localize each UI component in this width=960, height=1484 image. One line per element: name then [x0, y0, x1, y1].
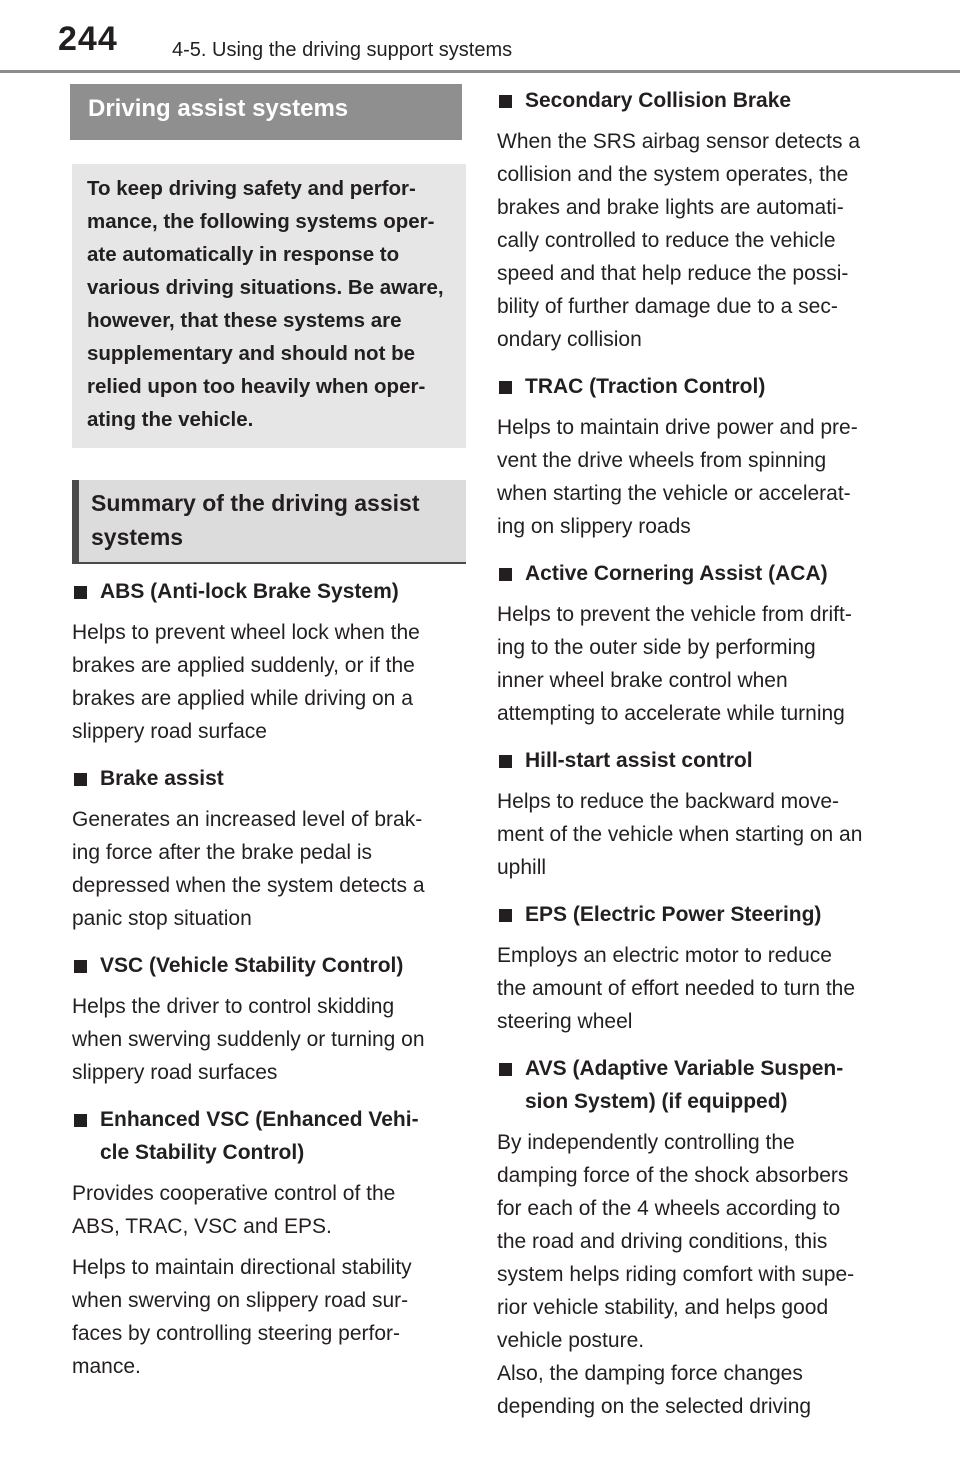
- section-heading-text: Summary of the driving assist systems: [91, 490, 420, 550]
- item-secondary-collision-brake: [497, 84, 897, 356]
- square-bullet-icon: [74, 960, 87, 973]
- square-bullet-icon: [499, 1063, 512, 1076]
- item-description: Generates an increased level of brak- ing force after the brake pedal is depressed when the system detects a panic stop situation: [72, 808, 425, 930]
- item-description: Helps to maintain drive power and pre- vent the drive wheels from spinning when starting the vehicle or accelerat- ing on slippery roads: [497, 416, 858, 538]
- intro-box: [72, 164, 466, 448]
- item-heading: Hill-start assist control: [497, 744, 897, 777]
- item-description: Employs an electric motor to reduce the amount of effort needed to turn the steering wheel: [497, 944, 856, 1033]
- item-heading: Secondary Collision Brake: [497, 84, 897, 117]
- square-bullet-icon: [499, 755, 512, 768]
- item-description: Helps to maintain directional stability when swerving on slippery road sur- faces by controlling steering perfor- mance.: [72, 1256, 412, 1378]
- item-eps: [497, 898, 897, 1038]
- square-bullet-icon: [74, 773, 87, 786]
- square-bullet-icon: [499, 95, 512, 108]
- square-bullet-icon: [499, 381, 512, 394]
- page-header: [0, 0, 960, 76]
- item-heading: Active Cornering Assist (ACA): [497, 557, 897, 590]
- item-abs: [72, 575, 466, 748]
- item-heading: ABS (Anti-lock Brake System): [72, 575, 466, 608]
- item-brake-assist: [72, 762, 466, 935]
- item-heading: Brake assist: [72, 762, 466, 795]
- left-column: [72, 84, 466, 1383]
- item-description: When the SRS airbag sensor detects a collision and the system operates, the brakes and brake lights are automati- cally controlled to reduce the vehicle speed and that help reduce the possi- bility of further damage due to a sec- ondary collision: [497, 130, 861, 351]
- intro-text: To keep driving safety and perfor- mance, the following systems oper- ate automatically in response to various driving situations. Be aware, however, that these systems are supplementary and should not be relied upon too heavily when oper- ating the vehicle.: [87, 177, 444, 431]
- item-heading: AVS (Adaptive Variable Suspen- sion System) (if equipped): [497, 1052, 897, 1118]
- item-avs: [497, 1052, 897, 1423]
- item-description: Helps to reduce the backward move- ment of the vehicle when starting on an uphill: [497, 790, 863, 879]
- item-aca: [497, 557, 897, 730]
- item-heading: EPS (Electric Power Steering): [497, 898, 897, 931]
- item-description: Helps the driver to control skidding when swerving suddenly or turning on slippery road surfaces: [72, 995, 425, 1084]
- item-description: Helps to prevent wheel lock when the brakes are applied suddenly, or if the brakes are applied while driving on a slippery road surface: [72, 621, 420, 743]
- item-description: Provides cooperative control of the ABS, TRAC, VSC and EPS.: [72, 1182, 396, 1238]
- left-items: [72, 575, 466, 1383]
- page-title: Driving assist systems: [70, 84, 462, 140]
- item-description: Helps to prevent the vehicle from drift- ing to the outer side by performing inner wheel brake control when attempting to accelerate while turning: [497, 603, 852, 725]
- square-bullet-icon: [74, 586, 87, 599]
- item-trac: [497, 370, 897, 543]
- item-heading: VSC (Vehicle Stability Control): [72, 949, 466, 982]
- item-description: By independently controlling the damping force of the shock absorbers for each of the 4 wheels according to the road and driving conditions, this system helps riding comfort with supe- rior vehicle stability, and helps good vehicle posture. Also, the damping force changes depending on the selected driving: [497, 1131, 855, 1418]
- chapter-title: 4-5. Using the driving support systems: [172, 39, 513, 61]
- section-heading: [72, 480, 466, 564]
- square-bullet-icon: [499, 909, 512, 922]
- page-number: 244: [58, 20, 118, 58]
- item-enhanced-vsc: [72, 1103, 466, 1383]
- right-column: [497, 84, 897, 1423]
- square-bullet-icon: [499, 568, 512, 581]
- item-heading: TRAC (Traction Control): [497, 370, 897, 403]
- item-hill-start: [497, 744, 897, 884]
- item-vsc: [72, 949, 466, 1089]
- item-heading: Enhanced VSC (Enhanced Vehi- cle Stability Control): [72, 1103, 466, 1169]
- header-divider: [0, 70, 960, 73]
- square-bullet-icon: [74, 1114, 87, 1127]
